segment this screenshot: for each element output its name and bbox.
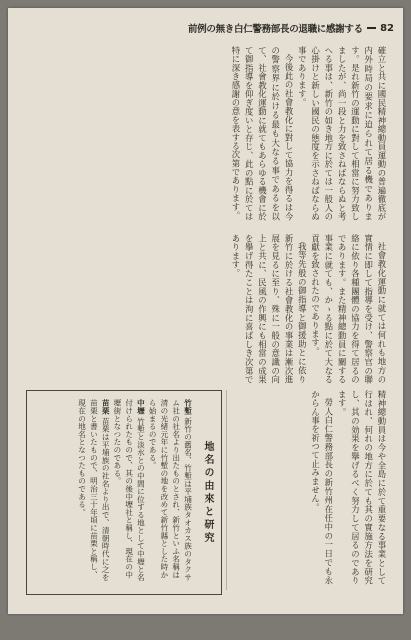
body-column-top	[26, 46, 388, 221]
header-title: 前例の無き白仁警務部長の退職に感謝する	[188, 24, 363, 35]
running-header	[188, 20, 394, 36]
paragraph: 我等先般の御指導と御援助とに依り新竹に於ける社會教化の事業は漸次進展を見るに至り、殊に一般の意識の向上と共に、民風の作興にも相當の成果を擧げ得たことは洵に喜ばしき次第であります。	[230, 234, 308, 384]
paragraph: 精神總動員は今や全島に於て重要なる事業として行はれ、何れの地方に於ても其の實施方法を研究し、其の効果を擧げるべく努力して居るのであります。	[337, 390, 387, 585]
paragraph: 勞人白仁警務部長の新竹州在任中の一日でも永からん事を祈つて止みません。	[310, 390, 334, 585]
paragraph: 確立と共に國民精神總動員運動の普遍徹底が内外時局の要求に迫られて居る機であります。是れ新竹の運動に對して相當に努力致しましたが、尚一段と力を致さねばならぬと考へる事は、新竹の如き地方に於ては一般人の心掛けと新しい國民の態度を示さねばならぬ事であります。	[297, 46, 387, 221]
place-name-sidebar-box	[26, 390, 222, 595]
box-entry	[111, 399, 146, 586]
body-column-middle	[26, 234, 388, 384]
entry-text: 竹塹と淡水との中間に位する地として中壢と名付けられたもので、其の後中壢社と稱し、現在の中壢街となつたのである。	[112, 399, 146, 582]
box-heading: 地名の由來と研究	[202, 441, 213, 545]
entry-text: 新竹の舊名、竹塹は平埔族タオカス族のタクサム社の社名より出たものとされ、新竹といふ名稱は清の光緒元年に竹塹の地を改めて新竹縣とした時から始まるのである。	[148, 399, 193, 582]
entry-term: 中壢	[136, 399, 146, 415]
body-column-bottom	[230, 390, 388, 585]
box-entry	[76, 399, 111, 586]
magazine-page	[8, 8, 403, 614]
entry-text: 苗栗は平埔族の社名より出で、清朝時代に之を苗栗と書いたもので、明治三十年頃に苗栗と稱し、現在の地名となつたものである。	[77, 399, 111, 582]
paragraph: 社會教化運動に就ては何れも地方の實情に即して指導を受け、警察官の聯絡に依り各種團體の協力を得て居るのであります。また精神總動員に關する事業に就ても、かゝる點に於て大なる貢獻を致されたのであります。	[310, 234, 387, 384]
entry-term: 苗栗	[101, 399, 111, 415]
header-rule	[367, 27, 376, 29]
entry-term: 竹塹	[183, 399, 193, 415]
paragraph: 今後此の社會教化に對して協力を得るは今の警察界に於ける最も大なる事であるを以て、社會教化運動に就てもあらゆる機會に於て御指導を仰ぎ度いと存じ、此の點に於ては特に深き感謝の意を表する次第であります。	[230, 46, 295, 221]
box-entry	[146, 399, 193, 586]
page-number: 82	[380, 22, 394, 34]
column-divider	[226, 390, 227, 590]
